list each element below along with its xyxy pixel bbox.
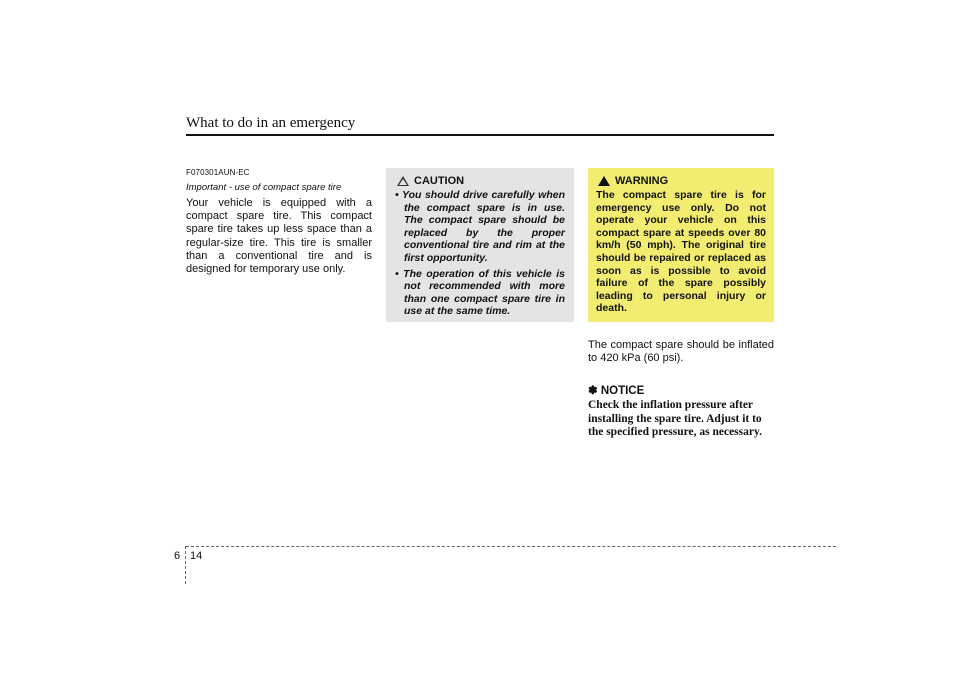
page-title: What to do in an emergency [186,115,356,131]
right-column [588,339,774,440]
subheading: Important - use of compact spare tire [186,182,342,193]
warning-icon [598,176,610,186]
left-column [186,168,372,276]
notice-text: Check the inflation pressure after installing the spare tire. Adjust it to the specified pressure, as necessary. [588,399,762,439]
warning-box [588,168,774,322]
caution-title: CAUTION [414,175,465,187]
caution-item: • The operation of this vehicle is not recommended with more than one compact spare tire in use at the same time. [395,267,565,318]
caution-item: • You should drive carefully when the compact spare is in use. The compact spare should be replaced by the proper conventional tire and rim at the first opportunity. [395,189,565,264]
warning-header [598,175,766,187]
caution-item-text: The operation of this vehicle is not recommended with more than one compact spare tire in use at the same time. [403,267,565,318]
notice-title: ✽ NOTICE [588,385,645,398]
warning-title: WARNING [615,175,669,187]
warning-text: The compact spare tire is for emergency use only. Do not operate your vehicle on this compact spare at speeds over 80 km/h (50 mph). The original tire should be repaired or replaced as soon as is possible to avoid failure of the spare possibly leading to personal injury or death. [596,189,766,315]
caution-header [397,175,565,187]
section-code: F070301AUN-EC [186,168,250,177]
intro-paragraph: Your vehicle is equipped with a compact spare tire. This compact spare tire takes up less space than a regular-size tire. This tire is smaller than a conventional tire and is designed for temporary use only. [186,197,372,276]
page-number: 14 [190,550,203,562]
caution-box [386,168,574,322]
inflation-paragraph: The compact spare should be inflated to 420 kPa (60 psi). [588,339,774,365]
caution-item-text: You should drive carefully when the compact spare is in use. The compact spare should be replaced by the proper conventional tire and rim at the first opportunity. [402,189,565,264]
header-rule [186,134,774,136]
section-number: 6 [174,550,181,562]
footer-divider [185,546,186,584]
caution-list [395,189,565,318]
caution-icon [397,176,409,186]
footer-rule [186,546,836,547]
